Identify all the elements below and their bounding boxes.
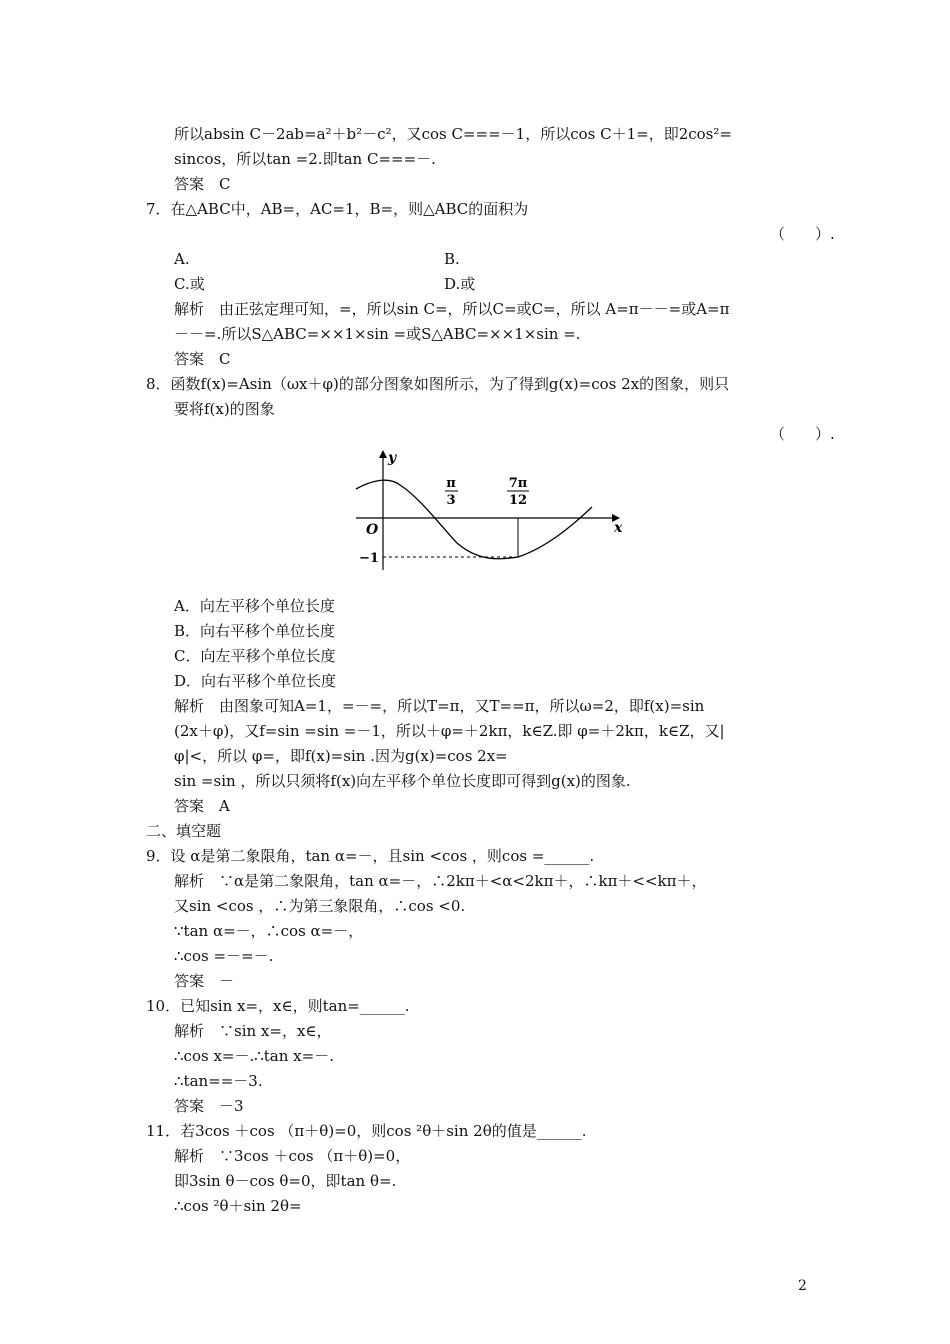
answer-line: 答案 A (174, 797, 230, 815)
y-axis-label: y (388, 450, 397, 466)
text-line: 解析 由图象可知A=1，=－=，所以T=π，又T==π，所以ω=2，即f(x)=sin (174, 697, 705, 715)
text-line: －－=.所以S△ABC=××1×sin =或S△ABC=××1×sin =. (174, 325, 581, 343)
tick-label-pi-over-3-num: π (446, 476, 456, 491)
option-c: C．向左平移个单位长度 (174, 647, 336, 665)
minus-one-label: −1 (359, 551, 379, 566)
text-line: 又sin <cos ，∴为第三象限角，∴cos <0. (174, 897, 466, 915)
sine-curve (356, 480, 592, 559)
question-8: 8．函数f(x)=Asin（ωx＋φ)的部分图象如图所示，为了得到g(x)=cos 2x的图象，则只 (146, 375, 730, 393)
text-line: ∴tan==－3. (174, 1072, 263, 1090)
option-a: A．向左平移个单位长度 (174, 597, 335, 615)
text-line: 解析 ∵3cos ＋cos （π＋θ)=0， (174, 1147, 411, 1165)
text-line: ∴cos ²θ＋sin 2θ= (174, 1197, 302, 1215)
answer-line: 答案 C (174, 175, 231, 193)
sine-graph-figure (350, 448, 640, 578)
question-10: 10．已知sin x=，x∈，则tan=______. (146, 997, 410, 1015)
y-axis-arrow-icon (379, 450, 387, 458)
text-line: 解析 由正弦定理可知，=，所以sin C=，所以C=或C=，所以 A=π－－=或A=π (174, 300, 730, 318)
text-line: 所以absin C－2ab=a²＋b²－c²，又cos C===－1，所以cos C＋1=，即2cos²= (174, 125, 732, 143)
text-line: 解析 ∵sin x=，x∈， (174, 1022, 332, 1040)
tick-label-7pi-over-12-num: 7π (508, 476, 528, 491)
text-line: 解析 ∵α是第二象限角，tan α=－，∴2kπ＋<α<2kπ＋，∴kπ＋<<kπ＋， (174, 872, 707, 890)
origin-label: O (366, 522, 379, 538)
text-line: φ|<，所以 φ=，即f(x)=sin .因为g(x)=cos 2x= (174, 747, 508, 765)
question-11: 11．若3cos ＋cos （π＋θ)=0，则cos ²θ＋sin 2θ的值是______. (146, 1122, 587, 1140)
answer-line: 答案 C (174, 350, 231, 368)
text-line: 要将f(x)的图象 (174, 400, 275, 418)
option-b: B. (444, 250, 460, 268)
text-line: (2x＋φ)，又f=sin =sin =－1，所以＋φ=＋2kπ，k∈Z.即 φ=＋2kπ，k∈Z，又| (174, 722, 725, 740)
section-heading: 二、填空题 (146, 822, 222, 840)
option-d: D．向右平移个单位长度 (174, 672, 337, 690)
tick-label-pi-over-3-den: 3 (446, 493, 456, 508)
answer-bracket: （ ）. (770, 225, 835, 243)
option-c: C.或 (174, 275, 205, 293)
text-line: 即3sin θ－cos θ=0，即tan θ=. (174, 1172, 397, 1190)
option-a: A. (174, 250, 190, 268)
answer-bracket: （ ）. (770, 425, 835, 443)
option-d: D.或 (444, 275, 476, 293)
text-line: sincos，所以tan =2.即tan C===－. (174, 150, 436, 168)
tick-label-7pi-over-12-den: 12 (508, 493, 528, 508)
question-7: 7．在△ABC中，AB=，AC=1，B=，则△ABC的面积为 (146, 200, 529, 218)
text-line: ∴cos =－=－. (174, 947, 274, 965)
question-9: 9．设 α是第二象限角，tan α=－，且sin <cos ，则cos =______. (146, 847, 595, 865)
text-line: ∴cos x=－.∴tan x=－. (174, 1047, 334, 1065)
page-number: 2 (798, 1278, 807, 1294)
answer-line: 答案 －3 (174, 1097, 244, 1115)
answer-line: 答案 － (174, 972, 235, 990)
text-line: sin =sin ，所以只须将f(x)向左平移个单位长度即可得到g(x)的图象. (174, 772, 631, 790)
text-line: ∵tan α=－，∴cos α=－， (174, 922, 364, 940)
option-b: B．向右平移个单位长度 (174, 622, 336, 640)
x-axis-label: x (614, 520, 623, 536)
